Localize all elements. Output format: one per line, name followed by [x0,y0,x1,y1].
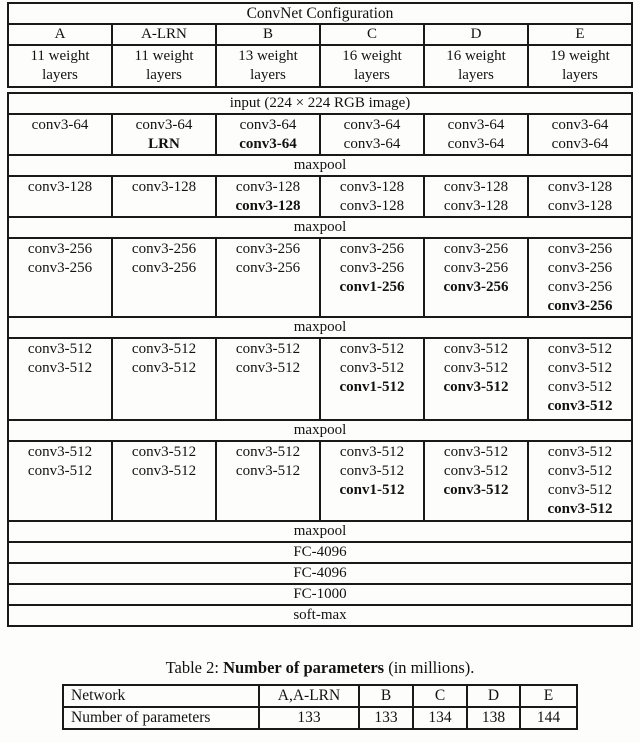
conv-layer-label: conv3-512 [443,341,509,357]
config-column-depth [216,45,320,87]
parameters-header-row [63,685,577,707]
conv-layer-label: conv3-512 [547,501,613,517]
conv-layer-label: conv3-512 [339,341,405,357]
conv-layer-label: conv3-128 [235,179,301,195]
input-row [8,93,632,114]
conv-layer-label: conv3-64 [447,117,505,133]
conv-block-cell [112,441,216,521]
conv-layer-label: conv3-512 [443,463,509,479]
config-column-depth [528,45,632,87]
conv-block-cell [112,114,216,155]
config-column-depth-label: 19 weight layers [550,48,610,83]
conv-block-cell [528,238,632,317]
conv-layer-label: conv3-256 [443,241,509,257]
parameters-value-cell: 133 [259,707,359,729]
classifier-row [8,605,632,626]
conv-layer-label: conv3-256 [339,260,405,276]
conv-block-cell [112,338,216,420]
conv-layer-label: conv3-512 [547,379,613,395]
maxpool-row-cell: maxpool [8,420,632,441]
conv-layer-label: conv3-512 [547,444,613,460]
parameters-value-cell: 144 [520,707,577,729]
conv-layer-label: conv3-512 [547,482,613,498]
config-column-depth-label: 11 weight layers [134,48,194,83]
conv-block-cell [320,114,424,155]
maxpool-row [8,317,632,338]
conv-layer-label: conv3-512 [27,444,93,460]
maxpool-row-cell: maxpool [8,317,632,338]
conv-layer-label: conv3-512 [547,398,613,414]
config-column-name: C [320,24,424,45]
conv-layer-label: conv3-512 [235,341,301,357]
conv-layer-label: conv3-512 [131,463,197,479]
conv-layer-label: conv3-256 [547,279,613,295]
config-title-row [8,3,632,24]
conv-block-cell [112,238,216,317]
conv-layer-label: conv3-128 [339,198,405,214]
config-column-depth-label: 13 weight layers [238,48,298,83]
conv-layer-label: conv3-256 [547,298,613,314]
parameters-table [62,684,578,730]
maxpool-row [8,420,632,441]
conv-layer-label: conv3-64 [551,117,609,133]
conv-layer-label: conv3-512 [339,444,405,460]
classifier-row [8,542,632,563]
conv-block-cell [424,114,528,155]
conv-layer-label: conv3-256 [131,260,197,276]
conv-block-cell [424,176,528,217]
conv-block-cell [216,441,320,521]
conv-layer-label: conv3-512 [27,463,93,479]
config-column-name: D [424,24,528,45]
parameters-values-row [63,707,577,729]
config-column-name: B [216,24,320,45]
conv-block-cell [320,238,424,317]
conv-layer-label: conv3-512 [547,360,613,376]
conv-block-cell [528,114,632,155]
conv-block-cell [112,176,216,217]
conv-layer-label: conv3-512 [131,444,197,460]
parameters-header-cell: D [467,685,520,707]
convnet-configuration-body-table [7,92,633,627]
config-column-name: E [528,24,632,45]
conv-block-cell [528,441,632,521]
conv-layer-label: conv3-128 [443,198,509,214]
conv-layer-label: conv3-64 [239,136,297,152]
conv-layer-label: conv3-128 [547,179,613,195]
conv-layer-label: conv3-512 [131,360,197,376]
conv-layer-label: conv3-128 [339,179,405,195]
conv-block-cell [320,176,424,217]
conv-layer-label: conv3-64 [447,136,505,152]
config-column-depths-row [8,45,632,87]
parameters-header-cell: E [520,685,577,707]
conv-layer-label: conv3-256 [235,260,301,276]
conv-layer-label: conv1-512 [339,379,405,395]
classifier-row-cell: FC-4096 [8,542,632,563]
conv-block-cell [320,338,424,420]
input-row-cell: input (224 × 224 RGB image) [8,93,632,114]
parameters-value-cell: 134 [413,707,467,729]
conv-layer-label: conv3-512 [131,341,197,357]
conv-layer-label: conv3-512 [443,444,509,460]
conv-block-row [8,238,632,317]
caption-emphasis: Number of parameters [223,658,385,677]
maxpool-row-cell: maxpool [8,521,632,542]
parameters-row-label: Number of parameters [63,707,259,729]
maxpool-row [8,217,632,238]
conv-block-cell [216,238,320,317]
conv-layer-label: conv3-64 [551,136,609,152]
classifier-row [8,563,632,584]
conv-layer-label: conv3-256 [547,241,613,257]
caption-suffix: (in millions). [384,658,475,677]
conv-layer-label: conv3-256 [339,241,405,257]
conv-layer-label: conv3-64 [31,117,89,133]
conv-block-cell [8,338,112,420]
conv-layer-label: conv3-256 [547,260,613,276]
conv-layer-label: conv3-512 [443,360,509,376]
conv-block-cell [216,176,320,217]
conv-block-cell [528,338,632,420]
maxpool-row [8,155,632,176]
conv-layer-label: conv1-512 [339,482,405,498]
config-column-name: A [8,24,112,45]
conv-block-cell [528,176,632,217]
conv-layer-label: conv3-512 [27,341,93,357]
config-column-name: A-LRN [112,24,216,45]
conv-layer-label: conv3-512 [547,341,613,357]
conv-layer-label: conv3-512 [443,482,509,498]
conv-layer-label: conv3-64 [135,117,193,133]
config-column-depth [320,45,424,87]
conv-layer-label: conv3-256 [27,241,93,257]
conv-block-cell [8,238,112,317]
conv-block-row [8,114,632,155]
conv-layer-label: conv3-512 [27,360,93,376]
conv-layer-label: conv3-128 [131,179,197,195]
classifier-row-cell: soft-max [8,605,632,626]
conv-block-row [8,338,632,420]
maxpool-row-cell: maxpool [8,217,632,238]
conv-layer-label: conv3-128 [547,198,613,214]
conv-layer-label: conv3-64 [343,136,401,152]
conv-block-cell [216,114,320,155]
conv-layer-label: conv3-256 [235,241,301,257]
conv-layer-label: conv3-128 [235,198,301,214]
convnet-configuration-header-table [7,2,633,88]
conv-block-cell [320,441,424,521]
config-column-depth-label: 16 weight layers [446,48,506,83]
conv-layer-label: conv3-64 [343,117,401,133]
conv-layer-label: conv3-512 [235,360,301,376]
config-column-depth-label: 16 weight layers [342,48,402,83]
table-2-caption [0,657,640,678]
config-column-depth [8,45,112,87]
conv-layer-label: conv3-512 [443,379,509,395]
classifier-row [8,584,632,605]
classifier-row-cell: FC-1000 [8,584,632,605]
parameters-header-cell: C [413,685,467,707]
conv-block-cell [216,338,320,420]
parameters-header-cell: Network [63,685,259,707]
config-column-depth-label: 11 weight layers [30,48,90,83]
conv-layer-label: conv3-256 [443,260,509,276]
config-table-title: ConvNet Configuration [8,3,632,24]
conv-block-cell [8,114,112,155]
conv-layer-label: conv3-512 [339,360,405,376]
conv-layer-label: conv3-512 [547,463,613,479]
parameters-value-cell: 133 [359,707,413,729]
config-column-names-row [8,24,632,45]
parameters-header-cell: A,A-LRN [259,685,359,707]
conv-layer-label: conv3-256 [27,260,93,276]
conv-layer-label: conv3-256 [443,279,509,295]
parameters-header-cell: B [359,685,413,707]
conv-layer-label: LRN [148,136,180,152]
conv-layer-label: conv3-512 [235,463,301,479]
conv-layer-label: conv3-64 [239,117,297,133]
conv-block-row [8,441,632,521]
conv-block-row [8,176,632,217]
maxpool-row-cell: maxpool [8,155,632,176]
maxpool-row [8,521,632,542]
conv-layer-label: conv3-512 [339,463,405,479]
conv-block-cell [8,176,112,217]
conv-layer-label: conv3-512 [235,444,301,460]
parameters-value-cell: 138 [467,707,520,729]
caption-prefix: Table 2: [165,658,224,677]
config-column-depth [424,45,528,87]
conv-block-cell [424,238,528,317]
classifier-row-cell: FC-4096 [8,563,632,584]
config-table-body [8,93,632,626]
conv-layer-label: conv3-128 [443,179,509,195]
conv-block-cell [8,441,112,521]
conv-block-cell [424,338,528,420]
config-column-depth [112,45,216,87]
conv-layer-label: conv1-256 [339,279,405,295]
conv-block-cell [424,441,528,521]
conv-layer-label: conv3-128 [27,179,93,195]
conv-layer-label: conv3-256 [131,241,197,257]
